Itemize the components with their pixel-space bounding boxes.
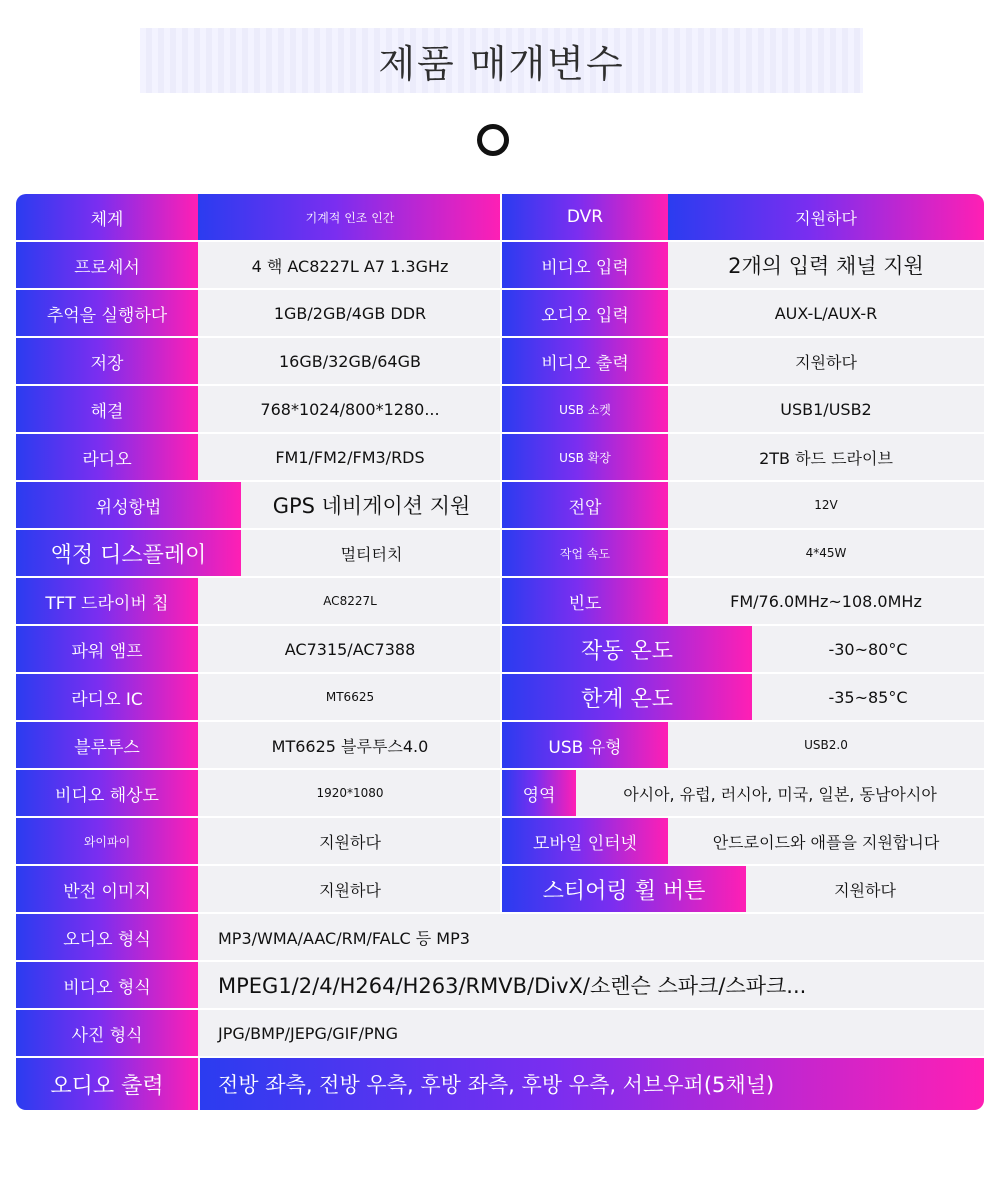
spec-value: USB2.0	[668, 722, 984, 768]
spec-label: 작동 온도	[502, 626, 752, 672]
spec-value: 12V	[668, 482, 984, 528]
table-row	[16, 530, 984, 576]
table-row	[16, 1010, 984, 1056]
table-row	[16, 1058, 984, 1110]
spec-value: MT6625 블루투스4.0	[198, 722, 502, 768]
spec-label: 오디오 형식	[16, 914, 198, 960]
table-row	[16, 674, 984, 720]
table-row	[16, 386, 984, 432]
page-title: 제품 매개변수	[378, 42, 625, 86]
spec-label: DVR	[502, 194, 668, 240]
spec-label: 오디오 입력	[502, 290, 668, 336]
spec-label: 추억을 실행하다	[16, 290, 198, 336]
spec-label: 라디오	[16, 434, 198, 480]
spec-value: -35~85°C	[752, 674, 984, 720]
spec-label: 파워 앰프	[16, 626, 198, 672]
spec-value: 2개의 입력 채널 지원	[668, 242, 984, 288]
spec-label: 블루투스	[16, 722, 198, 768]
spec-value: 전방 좌측, 전방 우측, 후방 좌측, 후방 우측, 서브우퍼(5채널)	[200, 1058, 984, 1110]
table-row	[16, 242, 984, 288]
spec-value: AC8227L	[198, 578, 502, 624]
table-row	[16, 578, 984, 624]
table-row	[16, 434, 984, 480]
spec-label: USB 유형	[502, 722, 668, 768]
spec-label: 체계	[16, 194, 198, 240]
table-row	[16, 866, 984, 912]
spec-label: 해결	[16, 386, 198, 432]
table-row	[16, 770, 984, 816]
spec-value: 안드로이드와 애플을 지원합니다	[668, 818, 984, 864]
spec-label: 반전 이미지	[16, 866, 198, 912]
table-row	[16, 482, 984, 528]
spec-value: 지원하다	[668, 194, 984, 240]
spec-value: 지원하다	[746, 866, 984, 912]
spec-label: USB 소켓	[502, 386, 668, 432]
spec-label: 오디오 출력	[16, 1058, 198, 1110]
spec-label: 한계 온도	[502, 674, 752, 720]
spec-value: 지원하다	[198, 818, 502, 864]
spec-label: 작업 속도	[502, 530, 668, 576]
spec-value: FM1/FM2/FM3/RDS	[198, 434, 502, 480]
table-row	[16, 338, 984, 384]
spec-value: MPEG1/2/4/H264/H263/RMVB/DivX/소렌슨 스파크/스파크...	[200, 962, 984, 1008]
spec-value: AC7315/AC7388	[198, 626, 502, 672]
spec-label: 비디오 형식	[16, 962, 198, 1008]
spec-value: 1GB/2GB/4GB DDR	[198, 290, 502, 336]
spec-value: USB1/USB2	[668, 386, 984, 432]
spec-value: 4 핵 AC8227L A7 1.3GHz	[198, 242, 502, 288]
spec-label: 액정 디스플레이	[16, 530, 241, 576]
spec-label: 모바일 인터넷	[502, 818, 668, 864]
spec-value: JPG/BMP/JEPG/GIF/PNG	[200, 1010, 984, 1056]
spec-value: 지원하다	[198, 866, 502, 912]
spec-value: 16GB/32GB/64GB	[198, 338, 502, 384]
spec-value: 기계적 인조 인간	[198, 194, 502, 240]
spec-value: 2TB 하드 드라이브	[668, 434, 984, 480]
spec-value: 지원하다	[668, 338, 984, 384]
spec-table	[16, 194, 984, 1110]
spec-label: 전압	[502, 482, 668, 528]
spec-label: 비디오 출력	[502, 338, 668, 384]
title-band	[140, 28, 863, 93]
spec-value: 멀티터치	[241, 530, 502, 576]
spec-value: 1920*1080	[198, 770, 502, 816]
table-row	[16, 914, 984, 960]
table-row	[16, 818, 984, 864]
spec-label: 비디오 입력	[502, 242, 668, 288]
table-row	[16, 722, 984, 768]
spec-value: MP3/WMA/AAC/RM/FALC 등 MP3	[200, 914, 984, 960]
spec-value: 768*1024/800*1280...	[198, 386, 502, 432]
spec-value: -30~80°C	[752, 626, 984, 672]
spec-label: TFT 드라이버 칩	[16, 578, 198, 624]
spec-label: 라디오 IC	[16, 674, 198, 720]
spec-label: 위성항법	[16, 482, 241, 528]
spec-label: 스티어링 휠 버튼	[502, 866, 746, 912]
table-row	[16, 194, 984, 240]
spec-value: FM/76.0MHz~108.0MHz	[668, 578, 984, 624]
table-row	[16, 626, 984, 672]
spec-label: 빈도	[502, 578, 668, 624]
spec-label: 사진 형식	[16, 1010, 198, 1056]
table-row	[16, 290, 984, 336]
spec-label: 저장	[16, 338, 198, 384]
spec-label: USB 확장	[502, 434, 668, 480]
table-row	[16, 962, 984, 1008]
spec-label: 영역	[502, 770, 576, 816]
spec-label: 비디오 해상도	[16, 770, 198, 816]
spec-label: 프로세서	[16, 242, 198, 288]
spec-value: 아시아, 유럽, 러시아, 미국, 일본, 동남아시아	[576, 770, 984, 816]
spec-label: 와이파이	[16, 818, 198, 864]
circle-icon	[477, 124, 509, 156]
spec-value: GPS 네비게이션 지원	[241, 482, 502, 528]
spec-value: 4*45W	[668, 530, 984, 576]
spec-value: AUX-L/AUX-R	[668, 290, 984, 336]
spec-value: MT6625	[198, 674, 502, 720]
